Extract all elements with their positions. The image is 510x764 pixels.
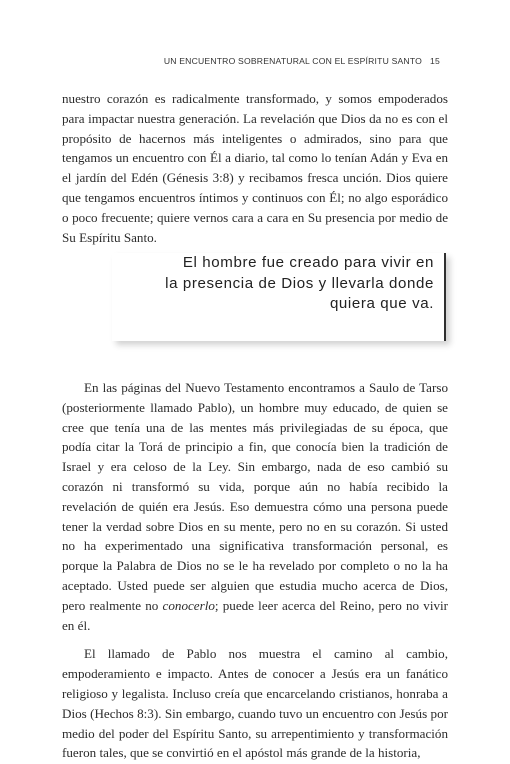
paragraph-saulo [62,378,448,635]
body-text-bottom [62,378,448,763]
body-text-top [62,89,448,247]
pull-quote-line: quiera que va. [329,295,434,312]
pull-quote-line: la presencia de Dios y llevarla donde [165,274,434,292]
paragraph-text: ; puede leer acerca del Reino, pero no vivir en él. [62,597,449,633]
paragraph: nuestro corazón es radicalmente transformado, y somos empoderados para impactar nuestra generación. La revelación que Dios da no es con el propósito de hacernos más inteligentes o admirados, sino para que tengamos un encuentro con Él a diario, tal como lo tenían Adán y Eva en el jardín del Edén (Génesis 3:8) y recibamos fresca unción. Dios quiere que tengamos encuentros íntimos y continuos con Él; no algo esporádico o poco frecuente; quiere vernos cara a cara en Su presencia por medio de Su Espíritu Santo. [62,91,448,245]
paragraph-text: En las páginas del Nuevo Testamento encontramos a Saulo de Tarso (posteriormente llamado Pablo), un hombre muy educado, de quien se cree que tenía una de las mentes más privilegiadas de su época, que podía citar la Torá de principio a fin, que conocía bien la tradición de Israel y era celoso de la Ley. Sin embargo, nada de eso cambió su corazón ni transformó su vida, porque aún no había recibido la revelación de quién era Jesús. Eso demuestra cómo una persona puede tener la verdad sobre Dios en su mente, pero no en su corazón. Si usted no ha experimentado una significativa transformación personal, es porque la Palabra de Dios no se le ha revelado por completo o no la ha aceptado. Usted puede ser alguien que estudia mucho acerca de Dios, pero realmente no [62,380,448,613]
emphasis-text: conocerlo [162,597,215,613]
pull-quote-text [112,253,444,315]
paragraph-pablo: El llamado de Pablo nos muestra el camino al cambio, empoderamiento e impacto. Antes de conocer a Jesús era un fanático religioso y legalista. Incluso creía que encarcelando cristianos, honraba a Dios (Hechos 8:3). Sin embargo, cuando tuvo un encuentro con Jesús por medio del poder del Espíritu Santo, su arrepentimiento y transformación fueron tales, que se convirtió en el apóstol más grande de la historia, [62,646,448,761]
running-title: UN ENCUENTRO SOBRENATURAL CON EL ESPÍRITU SANTO [163,56,423,66]
page-number: 15 [430,56,440,66]
running-header [164,56,440,66]
pull-quote-line: El hombre fue creado para vivir en [182,254,434,271]
pull-quote [112,253,446,341]
